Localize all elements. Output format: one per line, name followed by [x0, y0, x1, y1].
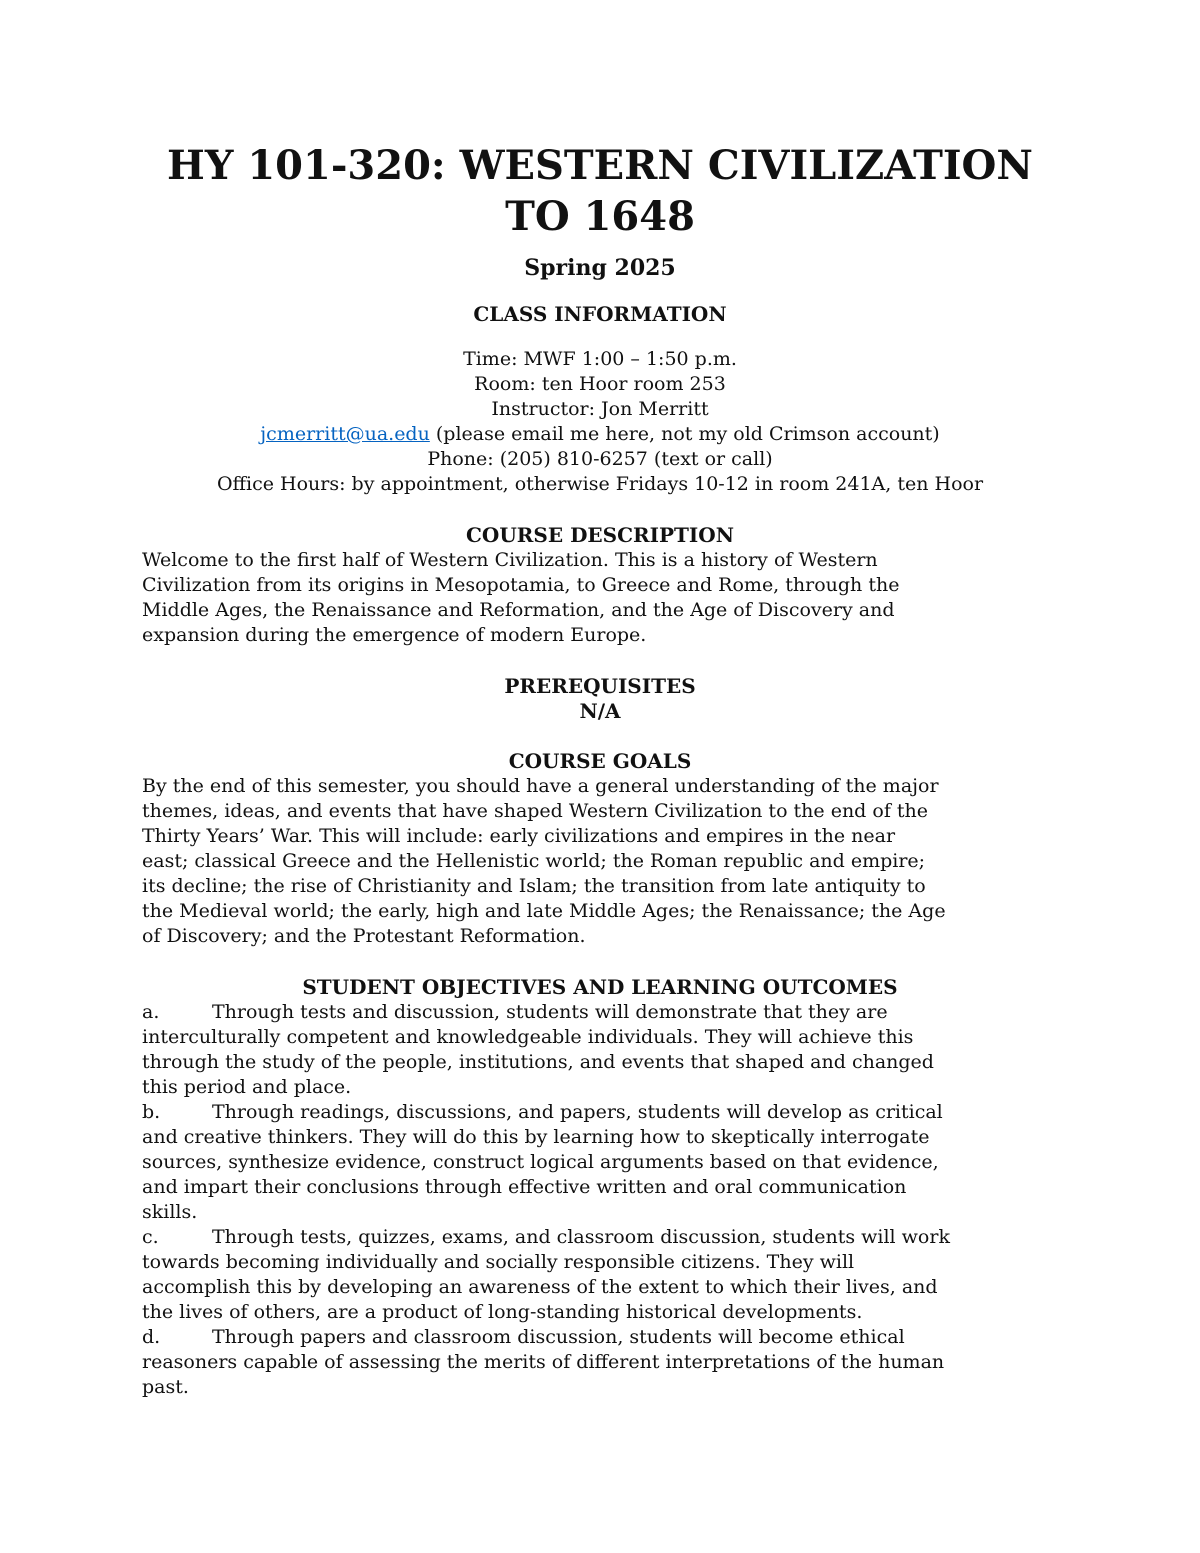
- objective-line: towards becoming individually and socially responsible citizens. They will: [142, 1251, 855, 1273]
- email-row: [120, 422, 1080, 447]
- class-time: Time: MWF 1:00 – 1:50 p.m.: [463, 348, 737, 370]
- description-line: Welcome to the first half of Western Civilization. This is a history of Western: [142, 549, 878, 571]
- title-line-1: HY 101-320: WESTERN CIVILIZATION: [167, 142, 1033, 189]
- prerequisites-value: N/A: [579, 699, 621, 723]
- goals-line: east; classical Greece and the Hellenistic world; the Roman republic and empire;: [142, 850, 926, 872]
- instructor-email-link[interactable]: jcmerritt@ua.edu: [260, 423, 430, 445]
- description-line: Middle Ages, the Renaissance and Reformation, and the Age of Discovery and: [142, 599, 895, 621]
- objective-item-b: [142, 1100, 1072, 1125]
- objectives-heading: STUDENT OBJECTIVES AND LEARNING OUTCOMES: [302, 975, 898, 999]
- objective-line: reasoners capable of assessing the merits of different interpretations of the human: [142, 1351, 945, 1373]
- objective-item-d: [142, 1325, 1072, 1350]
- description-line: Civilization from its origins in Mesopotamia, to Greece and Rome, through the: [142, 574, 900, 596]
- course-description-heading: COURSE DESCRIPTION: [466, 523, 734, 547]
- objective-line: skills.: [142, 1201, 198, 1223]
- objective-marker: d.: [142, 1326, 161, 1348]
- objective-line: interculturally competent and knowledgeable individuals. They will achieve this: [142, 1026, 914, 1048]
- title-line-2: TO 1648: [505, 193, 695, 240]
- objective-line: the lives of others, are a product of long-standing historical developments.: [142, 1301, 863, 1323]
- class-room: Room: ten Hoor room 253: [474, 373, 726, 395]
- objective-line: past.: [142, 1376, 189, 1398]
- page-title: [120, 140, 1080, 242]
- description-line: expansion during the emergence of modern Europe.: [142, 624, 647, 646]
- course-goals-heading: COURSE GOALS: [508, 749, 692, 773]
- class-information-block: [120, 347, 1080, 497]
- class-information-heading: CLASS INFORMATION: [473, 302, 727, 326]
- objective-line: Through readings, discussions, and papers, students will develop as critical: [212, 1101, 943, 1123]
- course-description-text: [142, 548, 1072, 648]
- class-instructor: Instructor: Jon Merritt: [491, 398, 709, 420]
- objectives-list: [142, 1000, 1072, 1400]
- objective-item-c: [142, 1225, 1072, 1250]
- objective-line: and impart their conclusions through effective written and oral communication: [142, 1176, 907, 1198]
- class-phone: Phone: (205) 810-6257 (text or call): [427, 448, 773, 470]
- objective-item-a: [142, 1000, 1072, 1025]
- prerequisites-heading: PREREQUISITES: [504, 674, 696, 698]
- objective-line: through the study of the people, institutions, and events that shaped and changed: [142, 1051, 934, 1073]
- objective-line: sources, synthesize evidence, construct logical arguments based on that evidence,: [142, 1151, 939, 1173]
- objective-line: this period and place.: [142, 1076, 352, 1098]
- goals-line: the Medieval world; the early, high and late Middle Ages; the Renaissance; the Age: [142, 900, 946, 922]
- goals-line: themes, ideas, and events that have shaped Western Civilization to the end of the: [142, 800, 929, 822]
- course-goals-text: [142, 774, 1072, 949]
- goals-line: its decline; the rise of Christianity and Islam; the transition from late antiquity to: [142, 875, 926, 897]
- objective-line: accomplish this by developing an awareness of the extent to which their lives, and: [142, 1276, 938, 1298]
- objective-line: Through tests and discussion, students will demonstrate that they are: [212, 1001, 888, 1023]
- semester-label: Spring 2025: [524, 255, 676, 281]
- goals-line: By the end of this semester, you should have a general understanding of the major: [142, 775, 939, 797]
- email-note: (please email me here, not my old Crimson account): [429, 423, 940, 445]
- objective-marker: c.: [142, 1226, 159, 1248]
- objective-marker: a.: [142, 1001, 160, 1023]
- goals-line: of Discovery; and the Protestant Reformation.: [142, 925, 586, 947]
- class-office-hours: Office Hours: by appointment, otherwise Fridays 10-12 in room 241A, ten Hoor: [216, 473, 984, 495]
- objective-line: and creative thinkers. They will do this by learning how to skeptically interrogate: [142, 1126, 930, 1148]
- objective-line: Through tests, quizzes, exams, and classroom discussion, students will work: [212, 1226, 950, 1248]
- objective-line: Through papers and classroom discussion, students will become ethical: [212, 1326, 905, 1348]
- objective-marker: b.: [142, 1101, 161, 1123]
- goals-line: Thirty Years’ War. This will include: early civilizations and empires in the near: [142, 825, 896, 847]
